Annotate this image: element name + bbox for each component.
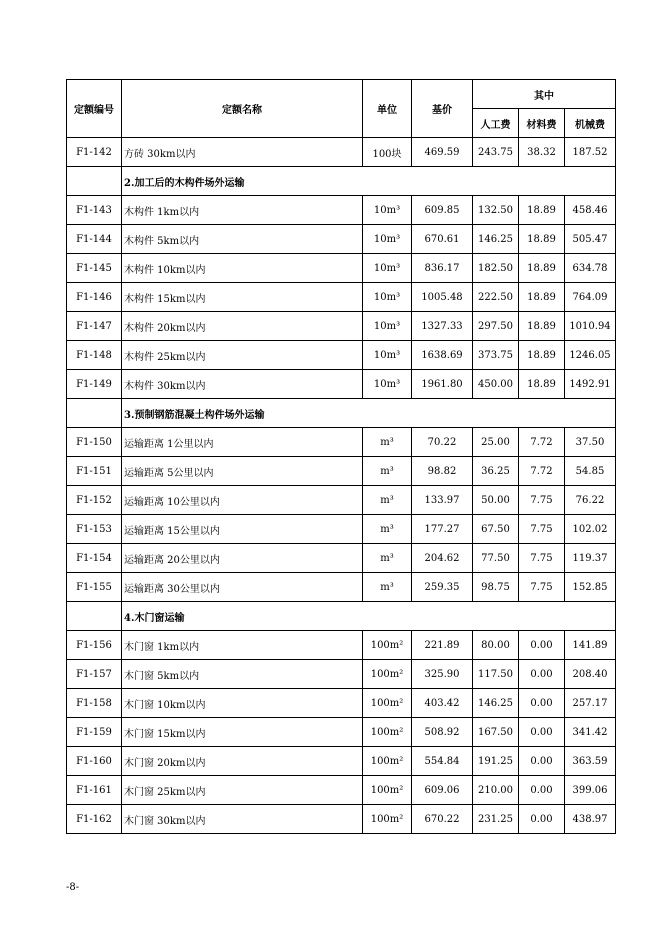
cell-material: 0.00 (519, 660, 565, 689)
cell-code: F1-154 (67, 544, 122, 573)
cell-unit: 10m³ (363, 196, 412, 225)
cell-price: 670.22 (412, 805, 473, 834)
cell-name: 运输距离 15公里以内 (122, 515, 363, 544)
cell-material: 7.72 (519, 428, 565, 457)
cell-code: F1-147 (67, 312, 122, 341)
table-row (67, 805, 616, 834)
cell-code: F1-148 (67, 341, 122, 370)
cell-machine: 1010.94 (565, 312, 616, 341)
cell-material: 18.89 (519, 312, 565, 341)
cell-unit: 100m² (363, 718, 412, 747)
cell-material: 7.75 (519, 515, 565, 544)
cell-code: F1-157 (67, 660, 122, 689)
cell-price: 554.84 (412, 747, 473, 776)
cell-price: 1638.69 (412, 341, 473, 370)
cell-machine: 102.02 (565, 515, 616, 544)
header-unit: 单位 (363, 80, 412, 138)
cell-labor: 191.25 (473, 747, 519, 776)
cell-unit: 100m² (363, 631, 412, 660)
cell-price: 98.82 (412, 457, 473, 486)
cell-price: 508.92 (412, 718, 473, 747)
cell-name: 木门窗 10km以内 (122, 689, 363, 718)
cell-labor: 146.25 (473, 689, 519, 718)
cell-unit: 10m³ (363, 283, 412, 312)
cell-unit: 10m³ (363, 225, 412, 254)
cell-price: 1005.48 (412, 283, 473, 312)
cell-unit: 100块 (363, 138, 412, 167)
cell-price: 1961.80 (412, 370, 473, 399)
cell-machine: 152.85 (565, 573, 616, 602)
table-row (67, 515, 616, 544)
cell-price: 469.59 (412, 138, 473, 167)
cell-machine: 341.42 (565, 718, 616, 747)
cell-name: 木门窗 1km以内 (122, 631, 363, 660)
cell-machine: 399.06 (565, 776, 616, 805)
cell-unit: 10m³ (363, 312, 412, 341)
cell-code: F1-156 (67, 631, 122, 660)
cell-unit: 100m² (363, 805, 412, 834)
cell-machine: 363.59 (565, 747, 616, 776)
cell-material: 7.75 (519, 573, 565, 602)
cell-name: 运输距离 5公里以内 (122, 457, 363, 486)
cell-machine: 141.89 (565, 631, 616, 660)
cell-name: 木门窗 15km以内 (122, 718, 363, 747)
cell-unit: 100m² (363, 689, 412, 718)
cell-labor: 25.00 (473, 428, 519, 457)
cell-unit: m³ (363, 515, 412, 544)
table-row (67, 283, 616, 312)
table-row (67, 544, 616, 573)
cell-machine: 764.09 (565, 283, 616, 312)
cell-name: 运输距离 1公里以内 (122, 428, 363, 457)
cell-labor: 210.00 (473, 776, 519, 805)
table-row (67, 573, 616, 602)
cell-name: 木构件 20km以内 (122, 312, 363, 341)
cell-code: F1-158 (67, 689, 122, 718)
cell-material: 0.00 (519, 747, 565, 776)
cell-labor: 243.75 (473, 138, 519, 167)
cell-material: 7.72 (519, 457, 565, 486)
table-row (67, 718, 616, 747)
cell-machine: 1246.05 (565, 341, 616, 370)
cell-machine: 208.40 (565, 660, 616, 689)
cell-material: 7.75 (519, 544, 565, 573)
cell-labor: 67.50 (473, 515, 519, 544)
cell-price: 325.90 (412, 660, 473, 689)
cell-unit: m³ (363, 573, 412, 602)
table-row (67, 689, 616, 718)
cell-price: 133.97 (412, 486, 473, 515)
cell-machine: 257.17 (565, 689, 616, 718)
cell-labor: 50.00 (473, 486, 519, 515)
table-row (67, 486, 616, 515)
section-empty-cell (67, 167, 122, 196)
cell-name: 木构件 1km以内 (122, 196, 363, 225)
cell-machine: 1492.91 (565, 370, 616, 399)
table-row (67, 196, 616, 225)
header-base-price: 基价 (412, 80, 473, 138)
page-number: -8- (66, 882, 80, 893)
cell-material: 18.89 (519, 254, 565, 283)
cell-code: F1-144 (67, 225, 122, 254)
cell-material: 18.89 (519, 370, 565, 399)
table-row (67, 254, 616, 283)
cell-labor: 80.00 (473, 631, 519, 660)
cell-unit: m³ (363, 428, 412, 457)
cell-name: 木构件 25km以内 (122, 341, 363, 370)
cell-material: 18.89 (519, 225, 565, 254)
cell-labor: 373.75 (473, 341, 519, 370)
cell-material: 7.75 (519, 486, 565, 515)
cell-labor: 117.50 (473, 660, 519, 689)
cell-labor: 36.25 (473, 457, 519, 486)
cell-name: 木门窗 20km以内 (122, 747, 363, 776)
cell-labor: 167.50 (473, 718, 519, 747)
header-machine: 机械费 (565, 109, 616, 138)
cell-code: F1-150 (67, 428, 122, 457)
cell-code: F1-161 (67, 776, 122, 805)
section-empty-cell (67, 602, 122, 631)
table-row (67, 631, 616, 660)
cell-price: 177.27 (412, 515, 473, 544)
cell-unit: 10m³ (363, 254, 412, 283)
cell-code: F1-153 (67, 515, 122, 544)
cell-material: 18.89 (519, 283, 565, 312)
cell-labor: 182.50 (473, 254, 519, 283)
cell-machine: 438.97 (565, 805, 616, 834)
cell-labor: 77.50 (473, 544, 519, 573)
cell-price: 204.62 (412, 544, 473, 573)
cell-material: 38.32 (519, 138, 565, 167)
cell-name: 运输距离 20公里以内 (122, 544, 363, 573)
table-row (67, 312, 616, 341)
cell-name: 木门窗 5km以内 (122, 660, 363, 689)
cell-name: 木构件 10km以内 (122, 254, 363, 283)
cell-code: F1-159 (67, 718, 122, 747)
cell-code: F1-162 (67, 805, 122, 834)
cell-code: F1-152 (67, 486, 122, 515)
cell-material: 0.00 (519, 805, 565, 834)
cell-machine: 54.85 (565, 457, 616, 486)
cell-name: 运输距离 30公里以内 (122, 573, 363, 602)
table-row (67, 428, 616, 457)
cell-code: F1-146 (67, 283, 122, 312)
cell-name: 木构件 5km以内 (122, 225, 363, 254)
table-row (67, 747, 616, 776)
cell-price: 836.17 (412, 254, 473, 283)
cell-name: 木构件 15km以内 (122, 283, 363, 312)
cell-unit: 100m² (363, 747, 412, 776)
cell-unit: 10m³ (363, 341, 412, 370)
cell-machine: 458.46 (565, 196, 616, 225)
table-row (67, 370, 616, 399)
table-row (67, 138, 616, 167)
cell-machine: 505.47 (565, 225, 616, 254)
cell-material: 0.00 (519, 689, 565, 718)
cell-labor: 450.00 (473, 370, 519, 399)
table-row (67, 776, 616, 805)
cell-price: 259.35 (412, 573, 473, 602)
header-material: 材料费 (519, 109, 565, 138)
table-body (67, 138, 616, 834)
cell-price: 70.22 (412, 428, 473, 457)
cell-labor: 98.75 (473, 573, 519, 602)
cell-code: F1-142 (67, 138, 122, 167)
cell-code: F1-143 (67, 196, 122, 225)
cell-code: F1-160 (67, 747, 122, 776)
cell-price: 670.61 (412, 225, 473, 254)
header-name: 定额名称 (122, 80, 363, 138)
cell-machine: 119.37 (565, 544, 616, 573)
section-title: 3.预制钢筋混凝土构件场外运输 (122, 399, 616, 428)
cell-code: F1-145 (67, 254, 122, 283)
cell-price: 1327.33 (412, 312, 473, 341)
cell-unit: 100m² (363, 776, 412, 805)
cell-material: 0.00 (519, 718, 565, 747)
cell-price: 609.06 (412, 776, 473, 805)
cell-code: F1-155 (67, 573, 122, 602)
cell-material: 0.00 (519, 631, 565, 660)
section-title: 2.加工后的木构件场外运输 (122, 167, 616, 196)
table-row (67, 341, 616, 370)
section-row (67, 399, 616, 428)
cell-labor: 146.25 (473, 225, 519, 254)
cell-machine: 634.78 (565, 254, 616, 283)
cell-material: 0.00 (519, 776, 565, 805)
cell-price: 221.89 (412, 631, 473, 660)
table-header (67, 80, 616, 138)
cell-labor: 132.50 (473, 196, 519, 225)
cell-labor: 222.50 (473, 283, 519, 312)
section-row (67, 167, 616, 196)
section-title: 4.木门窗运输 (122, 602, 616, 631)
cell-machine: 187.52 (565, 138, 616, 167)
header-of-which: 其中 (473, 80, 616, 109)
cell-price: 403.42 (412, 689, 473, 718)
quota-table (66, 79, 616, 834)
cell-material: 18.89 (519, 196, 565, 225)
cell-name: 方砖 30km以内 (122, 138, 363, 167)
cell-name: 木门窗 25km以内 (122, 776, 363, 805)
cell-labor: 297.50 (473, 312, 519, 341)
cell-unit: m³ (363, 486, 412, 515)
cell-unit: m³ (363, 457, 412, 486)
cell-machine: 37.50 (565, 428, 616, 457)
cell-labor: 231.25 (473, 805, 519, 834)
cell-unit: m³ (363, 544, 412, 573)
table-row (67, 660, 616, 689)
cell-material: 18.89 (519, 341, 565, 370)
cell-code: F1-151 (67, 457, 122, 486)
cell-unit: 100m² (363, 660, 412, 689)
header-labor: 人工费 (473, 109, 519, 138)
cell-price: 609.85 (412, 196, 473, 225)
table-row (67, 225, 616, 254)
header-code: 定额编号 (67, 80, 122, 138)
table-row (67, 457, 616, 486)
section-row (67, 602, 616, 631)
cell-unit: 10m³ (363, 370, 412, 399)
cell-name: 运输距离 10公里以内 (122, 486, 363, 515)
cell-machine: 76.22 (565, 486, 616, 515)
section-empty-cell (67, 399, 122, 428)
cell-code: F1-149 (67, 370, 122, 399)
cell-name: 木构件 30km以内 (122, 370, 363, 399)
cell-name: 木门窗 30km以内 (122, 805, 363, 834)
